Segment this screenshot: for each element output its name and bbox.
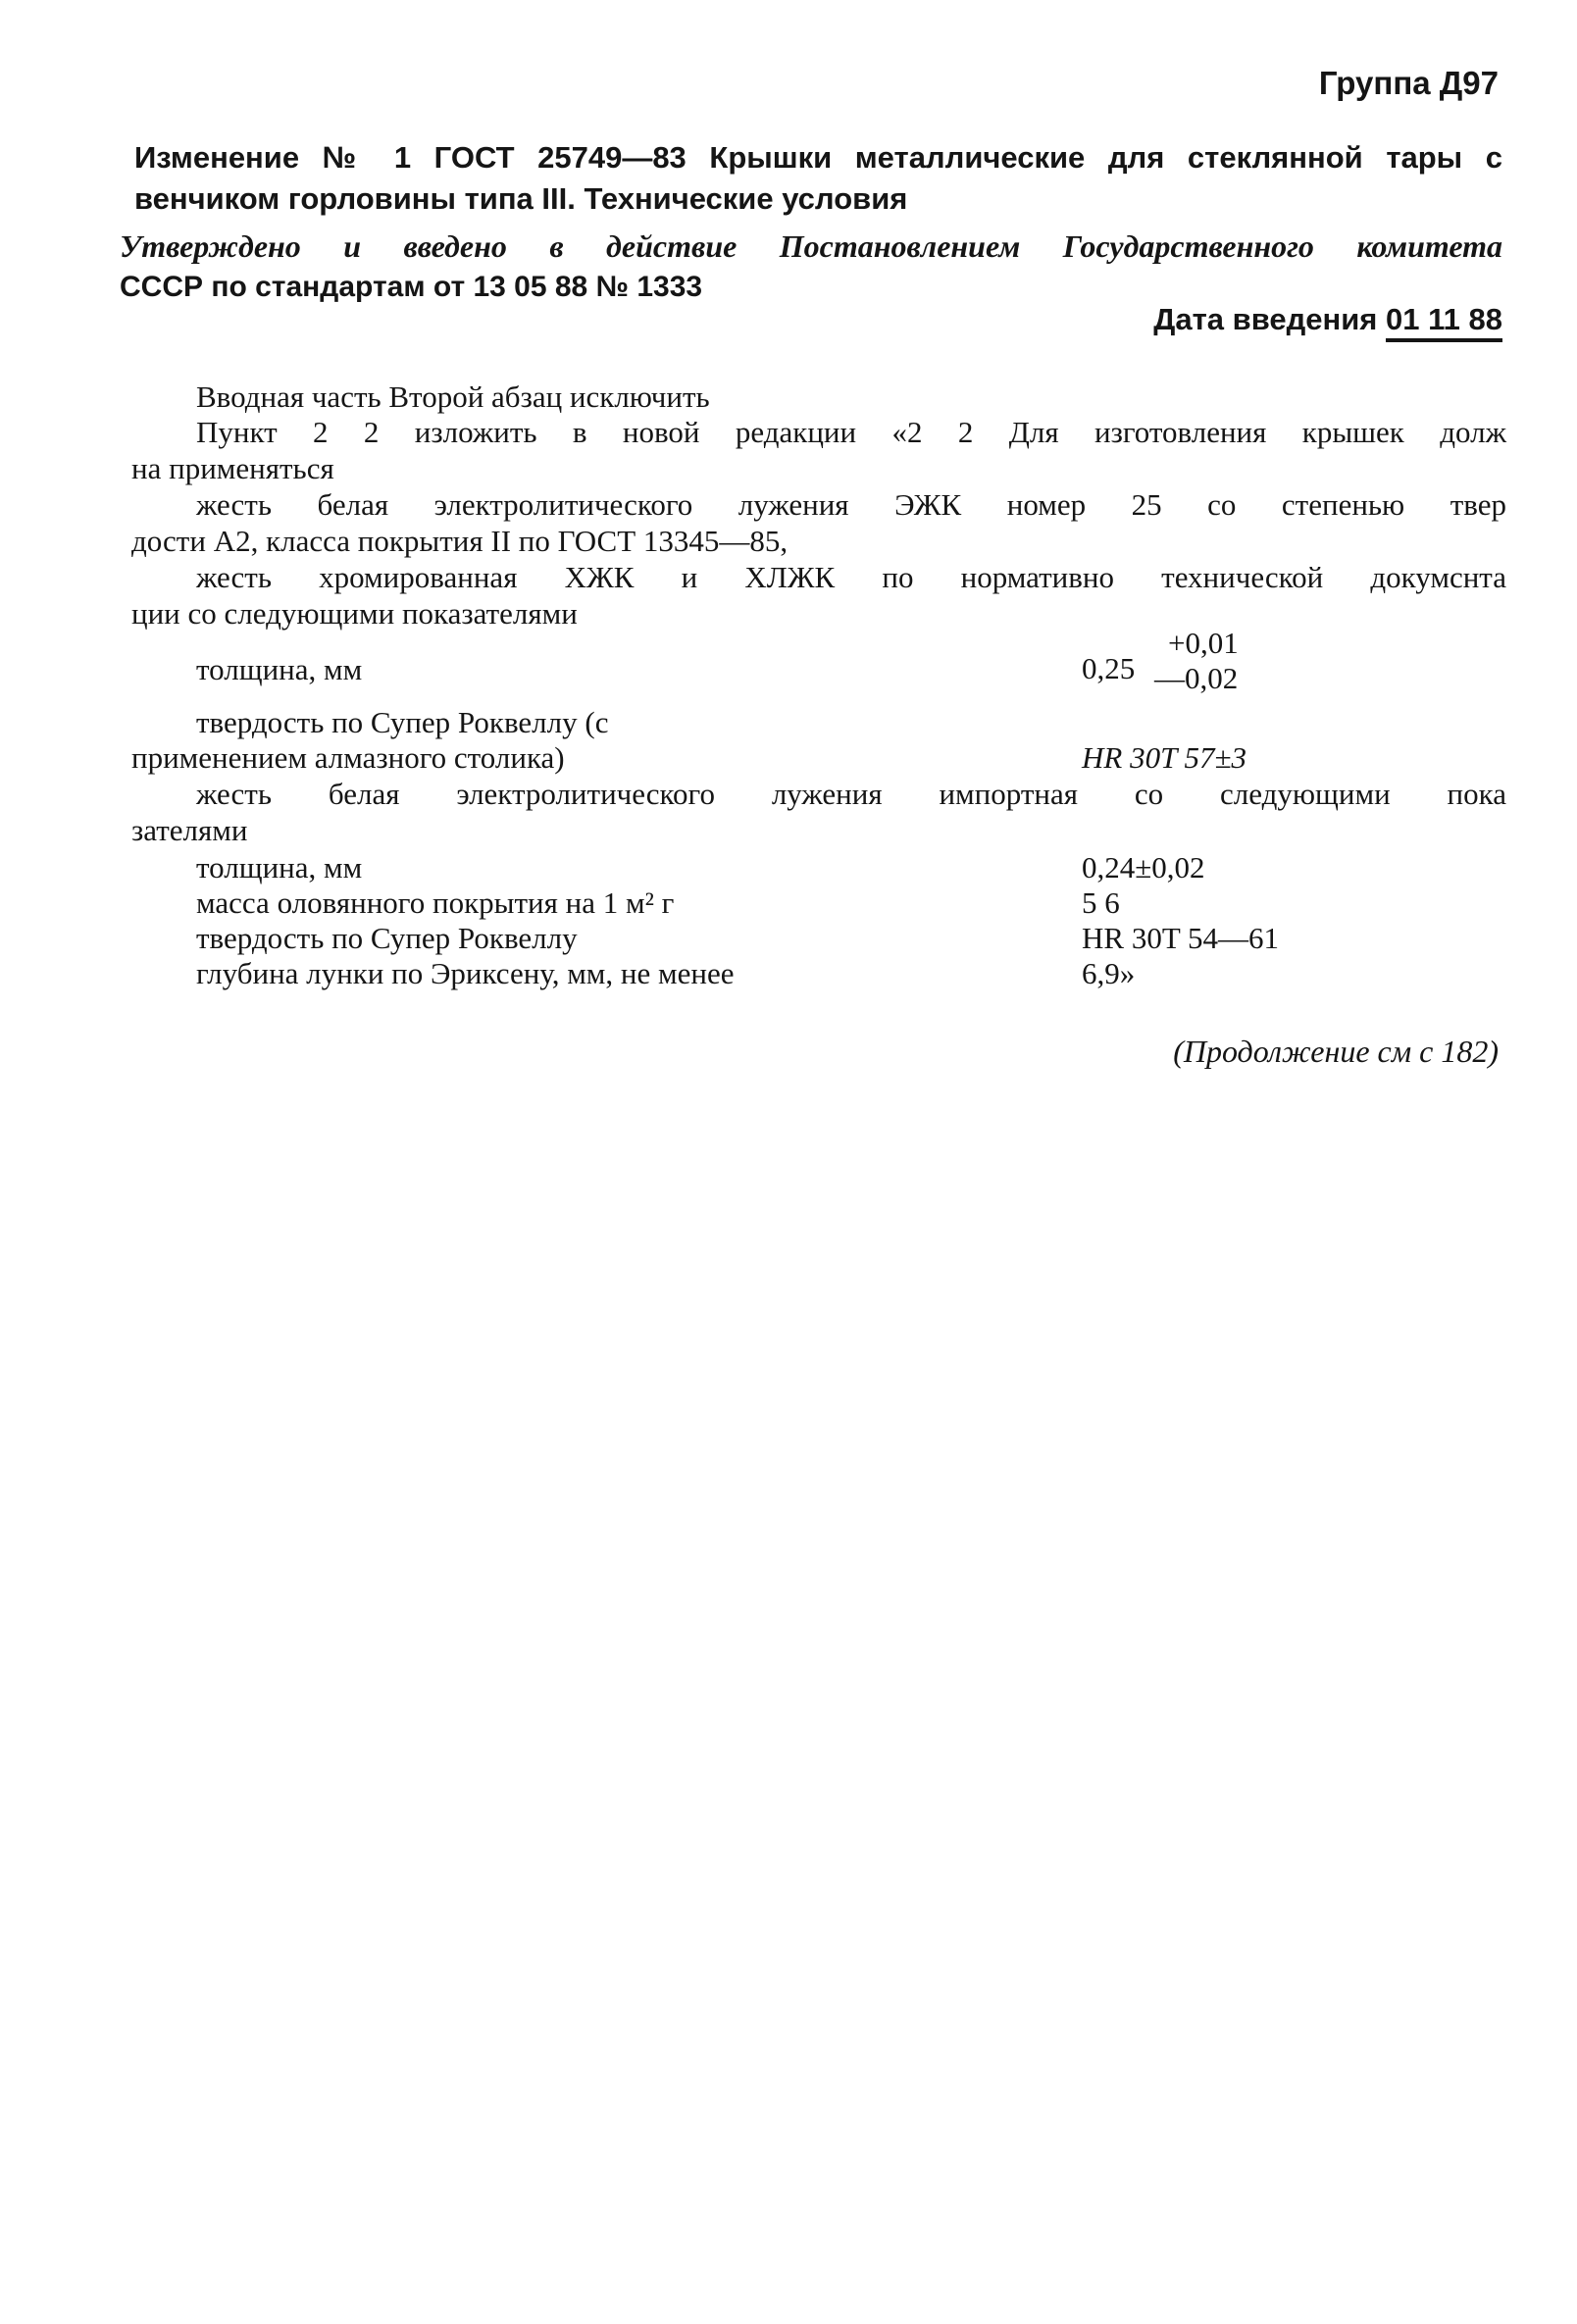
param-thickness2-label: толщина, мм	[196, 850, 363, 884]
approval-note-line2: СССР по стандартам от 13 05 88 № 1333	[120, 271, 703, 303]
item-tinplate-ezhk-text: жесть белая электролитического лужения ЭЖК номер 25 со степенью твер	[196, 487, 1506, 522]
param-hardness-value: HR 30T 57±3	[1082, 740, 1247, 775]
item-imported-tinplate-cont: зателями	[131, 813, 248, 847]
tolerance-lower: —0,02	[1154, 661, 1239, 695]
amendment-title-line1: Изменение № 1 ГОСТ 25749—83 Крышки металлические для стеклянной тары с	[134, 140, 1502, 175]
param-thickness2-value: 0,24±0,02	[1082, 850, 1205, 884]
paragraph-intro: Вводная часть Второй абзац исключить	[196, 379, 710, 414]
param-hardness-label-line2: применением алмазного столика)	[131, 740, 565, 775]
item-chromed-steel-text: жесть хромированная ХЖК и ХЛЖК по нормативно технической докумснта	[196, 560, 1506, 594]
item-chromed-steel-cont: ции со следующими показателями	[131, 596, 578, 631]
approval-note	[120, 226, 1502, 308]
item-chromed-steel	[196, 559, 1506, 595]
group-code: Группа Д97	[1318, 65, 1499, 101]
param-erichsen-depth-label: глубина лунки по Эриксену, мм, не менее	[196, 956, 735, 990]
param-tin-mass-value: 5 6	[1082, 885, 1120, 920]
paragraph-clause-2-2-cont: на применяться	[131, 451, 334, 485]
paragraph-clause-2-2-text: Пункт 2 2 изложить в новой редакции «2 2 Для изготовления крышек долж	[196, 415, 1506, 449]
effective-date	[1153, 302, 1502, 337]
param-tin-mass-label: масса оловянного покрытия на 1 м² г	[196, 885, 675, 920]
paragraph-clause-2-2	[196, 414, 1506, 450]
item-imported-tinplate-text: жесть белая электролитического лужения импортная со следующими пока	[196, 777, 1506, 811]
param-erichsen-depth-value: 6,9»	[1082, 956, 1136, 990]
amendment-title	[134, 137, 1502, 220]
tolerance-upper: +0,01	[1168, 626, 1239, 660]
param-hardness-label-line1: твердость по Супер Роквеллу (с	[196, 705, 609, 739]
item-tinplate-ezhk	[196, 486, 1506, 523]
param-thickness-label: толщина, мм	[196, 652, 363, 686]
item-tinplate-ezhk-cont: дости А2, класса покрытия II по ГОСТ 13345—85,	[131, 524, 788, 558]
param-hardness2-label: твердость по Супер Роквеллу	[196, 921, 578, 955]
approval-note-line1: Утверждено и введено в действие Постановлением Государственного комитета	[120, 228, 1502, 264]
item-imported-tinplate	[196, 776, 1506, 812]
amendment-title-line2: венчиком горловины типа III. Технические условия	[134, 181, 908, 216]
effective-date-value: 01 11 88	[1386, 302, 1502, 342]
param-hardness2-value: HR 30T 54—61	[1082, 921, 1279, 955]
continued-note: (Продолжение см с 182)	[1173, 1034, 1499, 1069]
effective-date-label: Дата введения	[1153, 302, 1378, 336]
tolerance-base: 0,25	[1082, 651, 1136, 685]
